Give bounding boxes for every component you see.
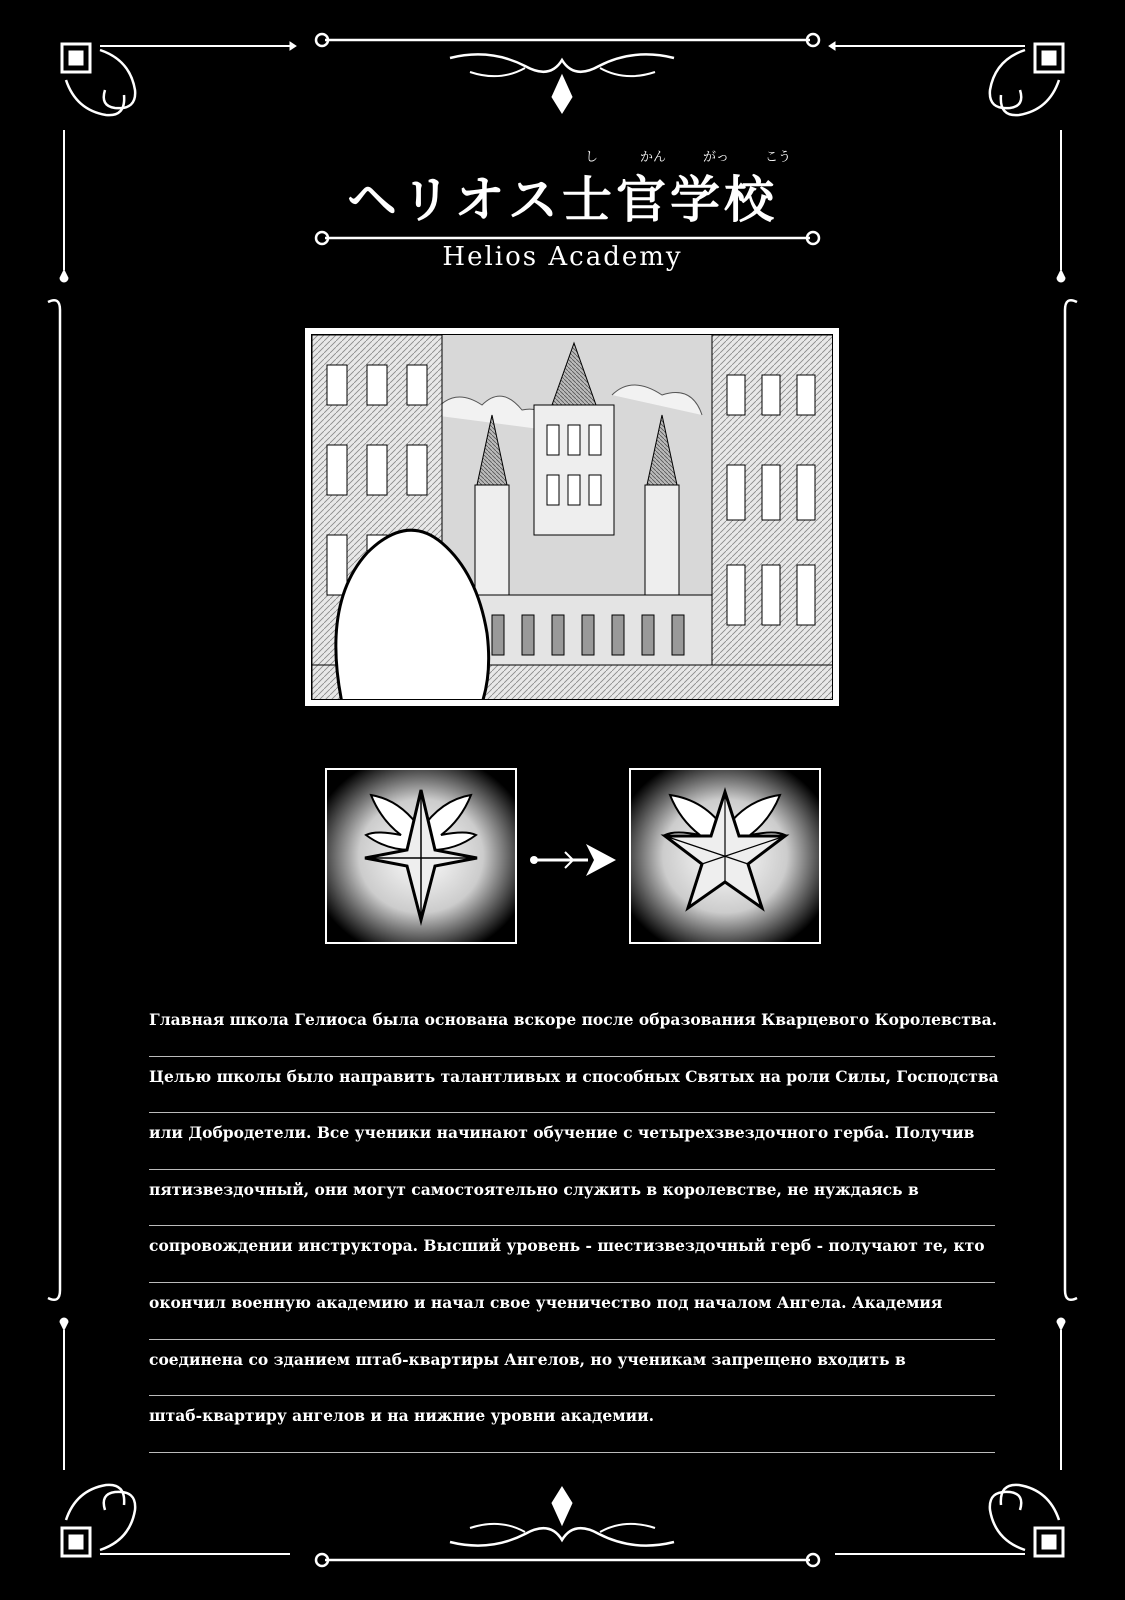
ruby-kou: こう [765, 150, 792, 165]
academy-illustration [305, 328, 839, 706]
five-point-star-crest [629, 768, 821, 944]
page-title-japanese: ヘリオス士官学校 [347, 170, 778, 229]
text-line: соединена со зданием штаб-квартиры Ангелов, но ученикам запрещено входить в [149, 1340, 995, 1397]
text-line: или Добродетели. Все ученики начинают обучение с четырехзвездочного герба. Получив [149, 1113, 995, 1170]
text-line: Главная школа Гелиоса была основана вскоре после образования Кварцевого Королевства. [149, 1000, 995, 1057]
description-text [149, 1000, 999, 1453]
ruby-kan: かん [640, 150, 667, 165]
text-line: Целью школы было направить талантливых и способных Святых на роли Силы, Господства [149, 1057, 995, 1114]
text-line: штаб-квартиру ангелов и на нижние уровни академии. [149, 1396, 995, 1453]
arrow-right-icon [528, 840, 618, 880]
four-point-star-crest [325, 768, 517, 944]
ruby-shi: し [585, 150, 599, 165]
page-title-english: Helios Academy [442, 242, 683, 272]
text-line: окончил военную академию и начал свое ученичество под началом Ангела. Академия [149, 1283, 995, 1340]
text-line: сопровождении инструктора. Высший уровень - шестизвездочный герб - получают те, кто [149, 1226, 995, 1283]
ruby-ga: がっ [703, 150, 730, 165]
text-line: пятизвездочный, они могут самостоятельно служить в королевстве, не нуждаясь в [149, 1170, 995, 1227]
